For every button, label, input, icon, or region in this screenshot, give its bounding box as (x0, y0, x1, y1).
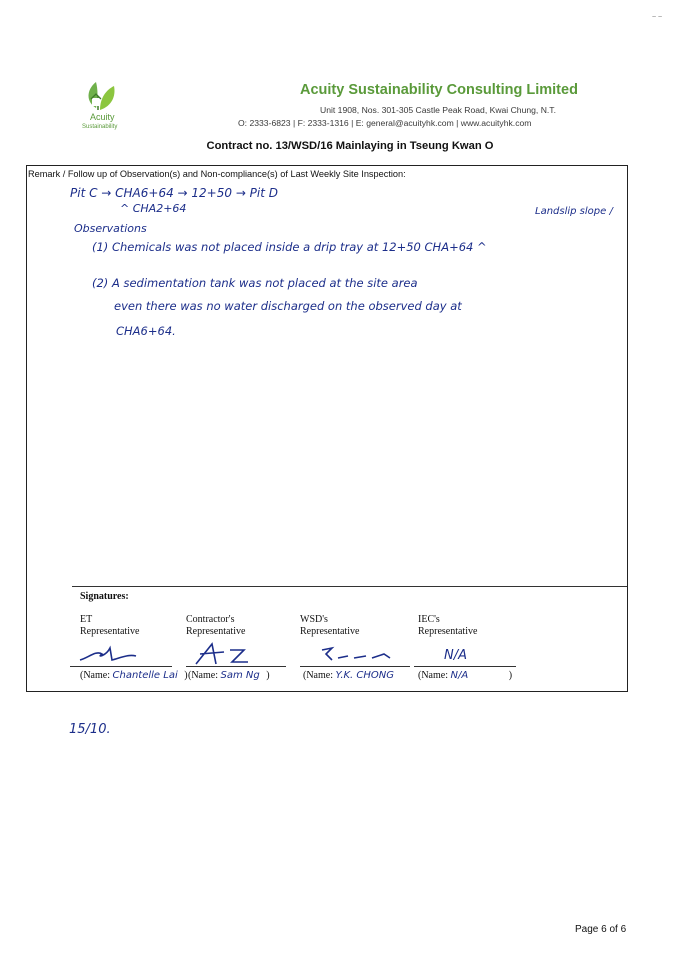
handwritten-observations-title: Observations (74, 222, 147, 235)
handwritten-route-insert: ^ CHA2+64 (120, 202, 187, 215)
iec-name-hand: N/A (450, 670, 469, 681)
contractor-signature (190, 638, 270, 668)
contractor-name: (Name: Sam Ng ) (188, 670, 270, 681)
wsd-name-hand: Y.K. CHONG (335, 670, 395, 681)
et-role-line1: ET (80, 614, 93, 625)
contractor-signature-line (186, 666, 286, 667)
contractor-name-hand: Sam Ng (220, 670, 260, 681)
handwritten-route: Pit C → CHA6+64 → 12+50 → Pit D (70, 186, 279, 200)
wsd-role (300, 614, 359, 638)
company-logo (74, 76, 138, 134)
signatures-title: Signatures: (80, 591, 129, 602)
et-signature (76, 640, 156, 666)
handwritten-observation-1: (1) Chemicals was not placed inside a drip tray at 12+50 CHA+64 ^ (92, 240, 487, 254)
logo-subtext: Sustainability (82, 124, 118, 130)
et-name-hand: Chantelle Lai (112, 670, 178, 681)
iec-signature-line (414, 666, 516, 667)
wsd-name: (Name: Y.K. CHONG (303, 670, 395, 681)
company-address: Unit 1908, Nos. 301-305 Castle Peak Road, Kwai Chung, N.T. (320, 105, 556, 115)
iec-role (418, 614, 477, 638)
et-name: (Name: Chantelle Lai ) (80, 670, 188, 681)
et-signature-line (70, 666, 172, 667)
iec-role-line2: Representative (418, 626, 478, 637)
company-contacts: O: 2333-6823 | F: 2333-1316 | E: general@acuityhk.com | www.acuityhk.com (238, 118, 532, 128)
contractor-role (186, 614, 245, 638)
handwritten-date: 15/10. (69, 722, 111, 737)
contract-title: Contract no. 13/WSD/16 Mainlaying in Tseung Kwan O (206, 140, 494, 152)
scan-mark: ~ ~ (652, 14, 663, 21)
remark-label: Remark / Follow up of Observation(s) and Non-compliance(s) of Last Weekly Site Inspection: (28, 169, 406, 179)
contractor-role-line1: Contractor's (186, 614, 235, 625)
wsd-signature-line (300, 666, 410, 667)
iec-name: (Name: N/A ) (418, 670, 513, 681)
handwritten-side-note: Landslip slope / (535, 206, 613, 217)
et-role-line2: Representative (80, 626, 140, 637)
handwritten-observation-2-cont: even there was no water discharged on the observed day at (114, 299, 462, 313)
wsd-signature (318, 644, 408, 666)
iec-signature: N/A (444, 648, 467, 663)
signature-divider (72, 586, 627, 587)
contractor-role-line2: Representative (186, 626, 246, 637)
et-role (80, 614, 139, 638)
handwritten-observation-2: (2) A sedimentation tank was not placed at the site area (92, 276, 418, 290)
handwritten-observation-2-end: CHA6+64. (116, 324, 176, 338)
wsd-role-line1: WSD's (300, 614, 328, 625)
page-number: Page 6 of 6 (575, 924, 627, 935)
iec-role-line1: IEC's (418, 614, 440, 625)
company-name: Acuity Sustainability Consulting Limited (300, 82, 578, 98)
logo-text: Acuity (90, 112, 115, 122)
wsd-role-line2: Representative (300, 626, 360, 637)
